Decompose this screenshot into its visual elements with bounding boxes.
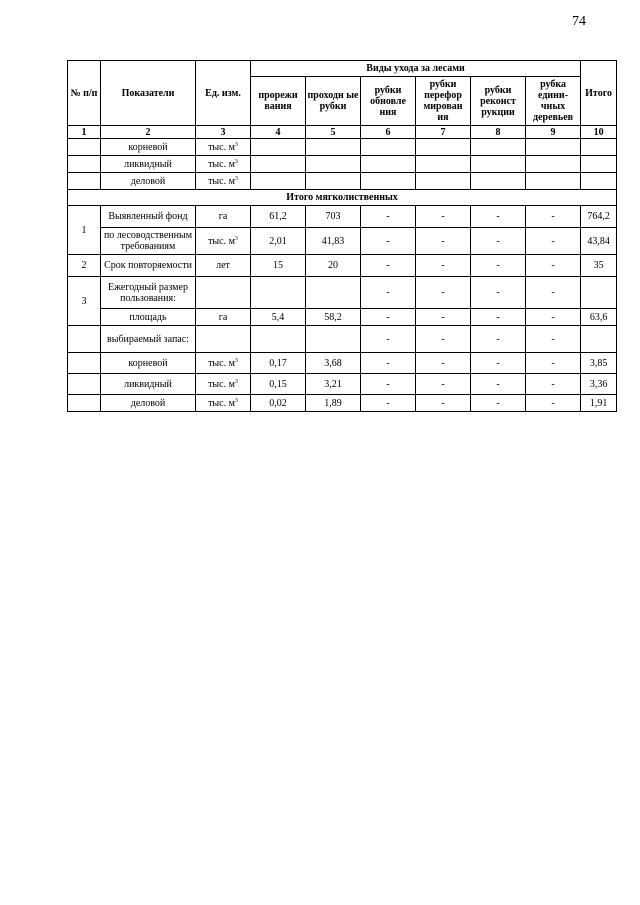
col-number: 4	[251, 126, 306, 139]
header-total: Итого	[581, 61, 617, 126]
row-unit: тыс. $м^3$	[196, 395, 251, 412]
row-label: по лесоводственным требованиям	[101, 228, 196, 255]
row-label: площадь	[101, 309, 196, 326]
header-care-types: Виды ухода за лесами	[251, 61, 581, 77]
col-number: 1	[68, 126, 101, 139]
table-row-business: деловой тыс. $м^3$ 0,02 1,89 - - - - 1,91	[68, 395, 617, 412]
row-unit: тыс. $м^3$	[196, 139, 251, 156]
row-unit: га	[196, 206, 251, 228]
header-unit: Ед. изм.	[196, 61, 251, 126]
header-type-renewal: рубки обновле ния	[361, 77, 416, 126]
section-title-row	[68, 190, 617, 206]
table-row	[68, 156, 617, 173]
forest-care-table	[67, 60, 617, 412]
col-number: 6	[361, 126, 416, 139]
header-num: № п/п	[68, 61, 101, 126]
header-type-passage: проходн ые рубки	[306, 77, 361, 126]
row-unit: тыс. $м^3$	[196, 374, 251, 395]
col-number: 7	[416, 126, 471, 139]
row-label: корневой	[101, 353, 196, 374]
table-row	[68, 139, 617, 156]
col-number: 5	[306, 126, 361, 139]
col-number: 8	[471, 126, 526, 139]
table-row-period: 2 Срок повторяемости лет 15 20 - - - - 35	[68, 255, 617, 277]
table-row-stock: выбираемый запас: - - - -	[68, 326, 617, 353]
row-number: 1	[68, 206, 101, 255]
row-number: 2	[68, 255, 101, 277]
table-row-area: площадь га 5,4 58,2 - - - - 63,6	[68, 309, 617, 326]
row-unit: тыс. $м^3$	[196, 228, 251, 255]
row-unit: тыс. $м^3$	[196, 156, 251, 173]
row-label: ликвидный	[101, 374, 196, 395]
row-unit: тыс. $м^3$	[196, 353, 251, 374]
row-label: деловой	[101, 173, 196, 190]
header-type-single-tree: рубка едини- чных деревьев	[526, 77, 581, 126]
header-indicators: Показатели	[101, 61, 196, 126]
row-unit: тыс. $м^3$	[196, 173, 251, 190]
table-row-liquid: ликвидный тыс. $м^3$ 0,15 3,21 - - - - 3,36	[68, 374, 617, 395]
header-row-1	[68, 61, 617, 77]
table-row-fund: 1 Выявленный фонд га 61,2 703 - - - - 764,2	[68, 206, 617, 228]
page-number: 74	[572, 14, 586, 29]
row-label: выбираемый запас:	[101, 326, 196, 353]
col-number: 10	[581, 126, 617, 139]
table-row-root: корневой тыс. $м^3$ 0,17 3,68 - - - - 3,85	[68, 353, 617, 374]
row-label: корневой	[101, 139, 196, 156]
row-label: деловой	[101, 395, 196, 412]
col-number: 2	[101, 126, 196, 139]
col-number: 9	[526, 126, 581, 139]
table-row-silvicultural: по лесоводственным требованиям тыс. $м^3$ 2,01 41,83 - - - - 43,84	[68, 228, 617, 255]
col-number: 3	[196, 126, 251, 139]
header-type-reconstruction: рубки реконст рукции	[471, 77, 526, 126]
row-unit: га	[196, 309, 251, 326]
column-numbers-row	[68, 126, 617, 139]
header-type-reformation: рубки перефор мирован ия	[416, 77, 471, 126]
header-type-thinning: прорежи вания	[251, 77, 306, 126]
table-row	[68, 173, 617, 190]
row-label: Срок повторяемости	[101, 255, 196, 277]
table-row-annual: 3 Ежегодный размер пользования: - - - -	[68, 277, 617, 309]
row-label: Выявленный фонд	[101, 206, 196, 228]
row-unit: лет	[196, 255, 251, 277]
section-title: Итого мягколиственных	[68, 190, 617, 206]
row-label: ликвидный	[101, 156, 196, 173]
row-label: Ежегодный размер пользования:	[101, 277, 196, 309]
row-number: 3	[68, 277, 101, 326]
